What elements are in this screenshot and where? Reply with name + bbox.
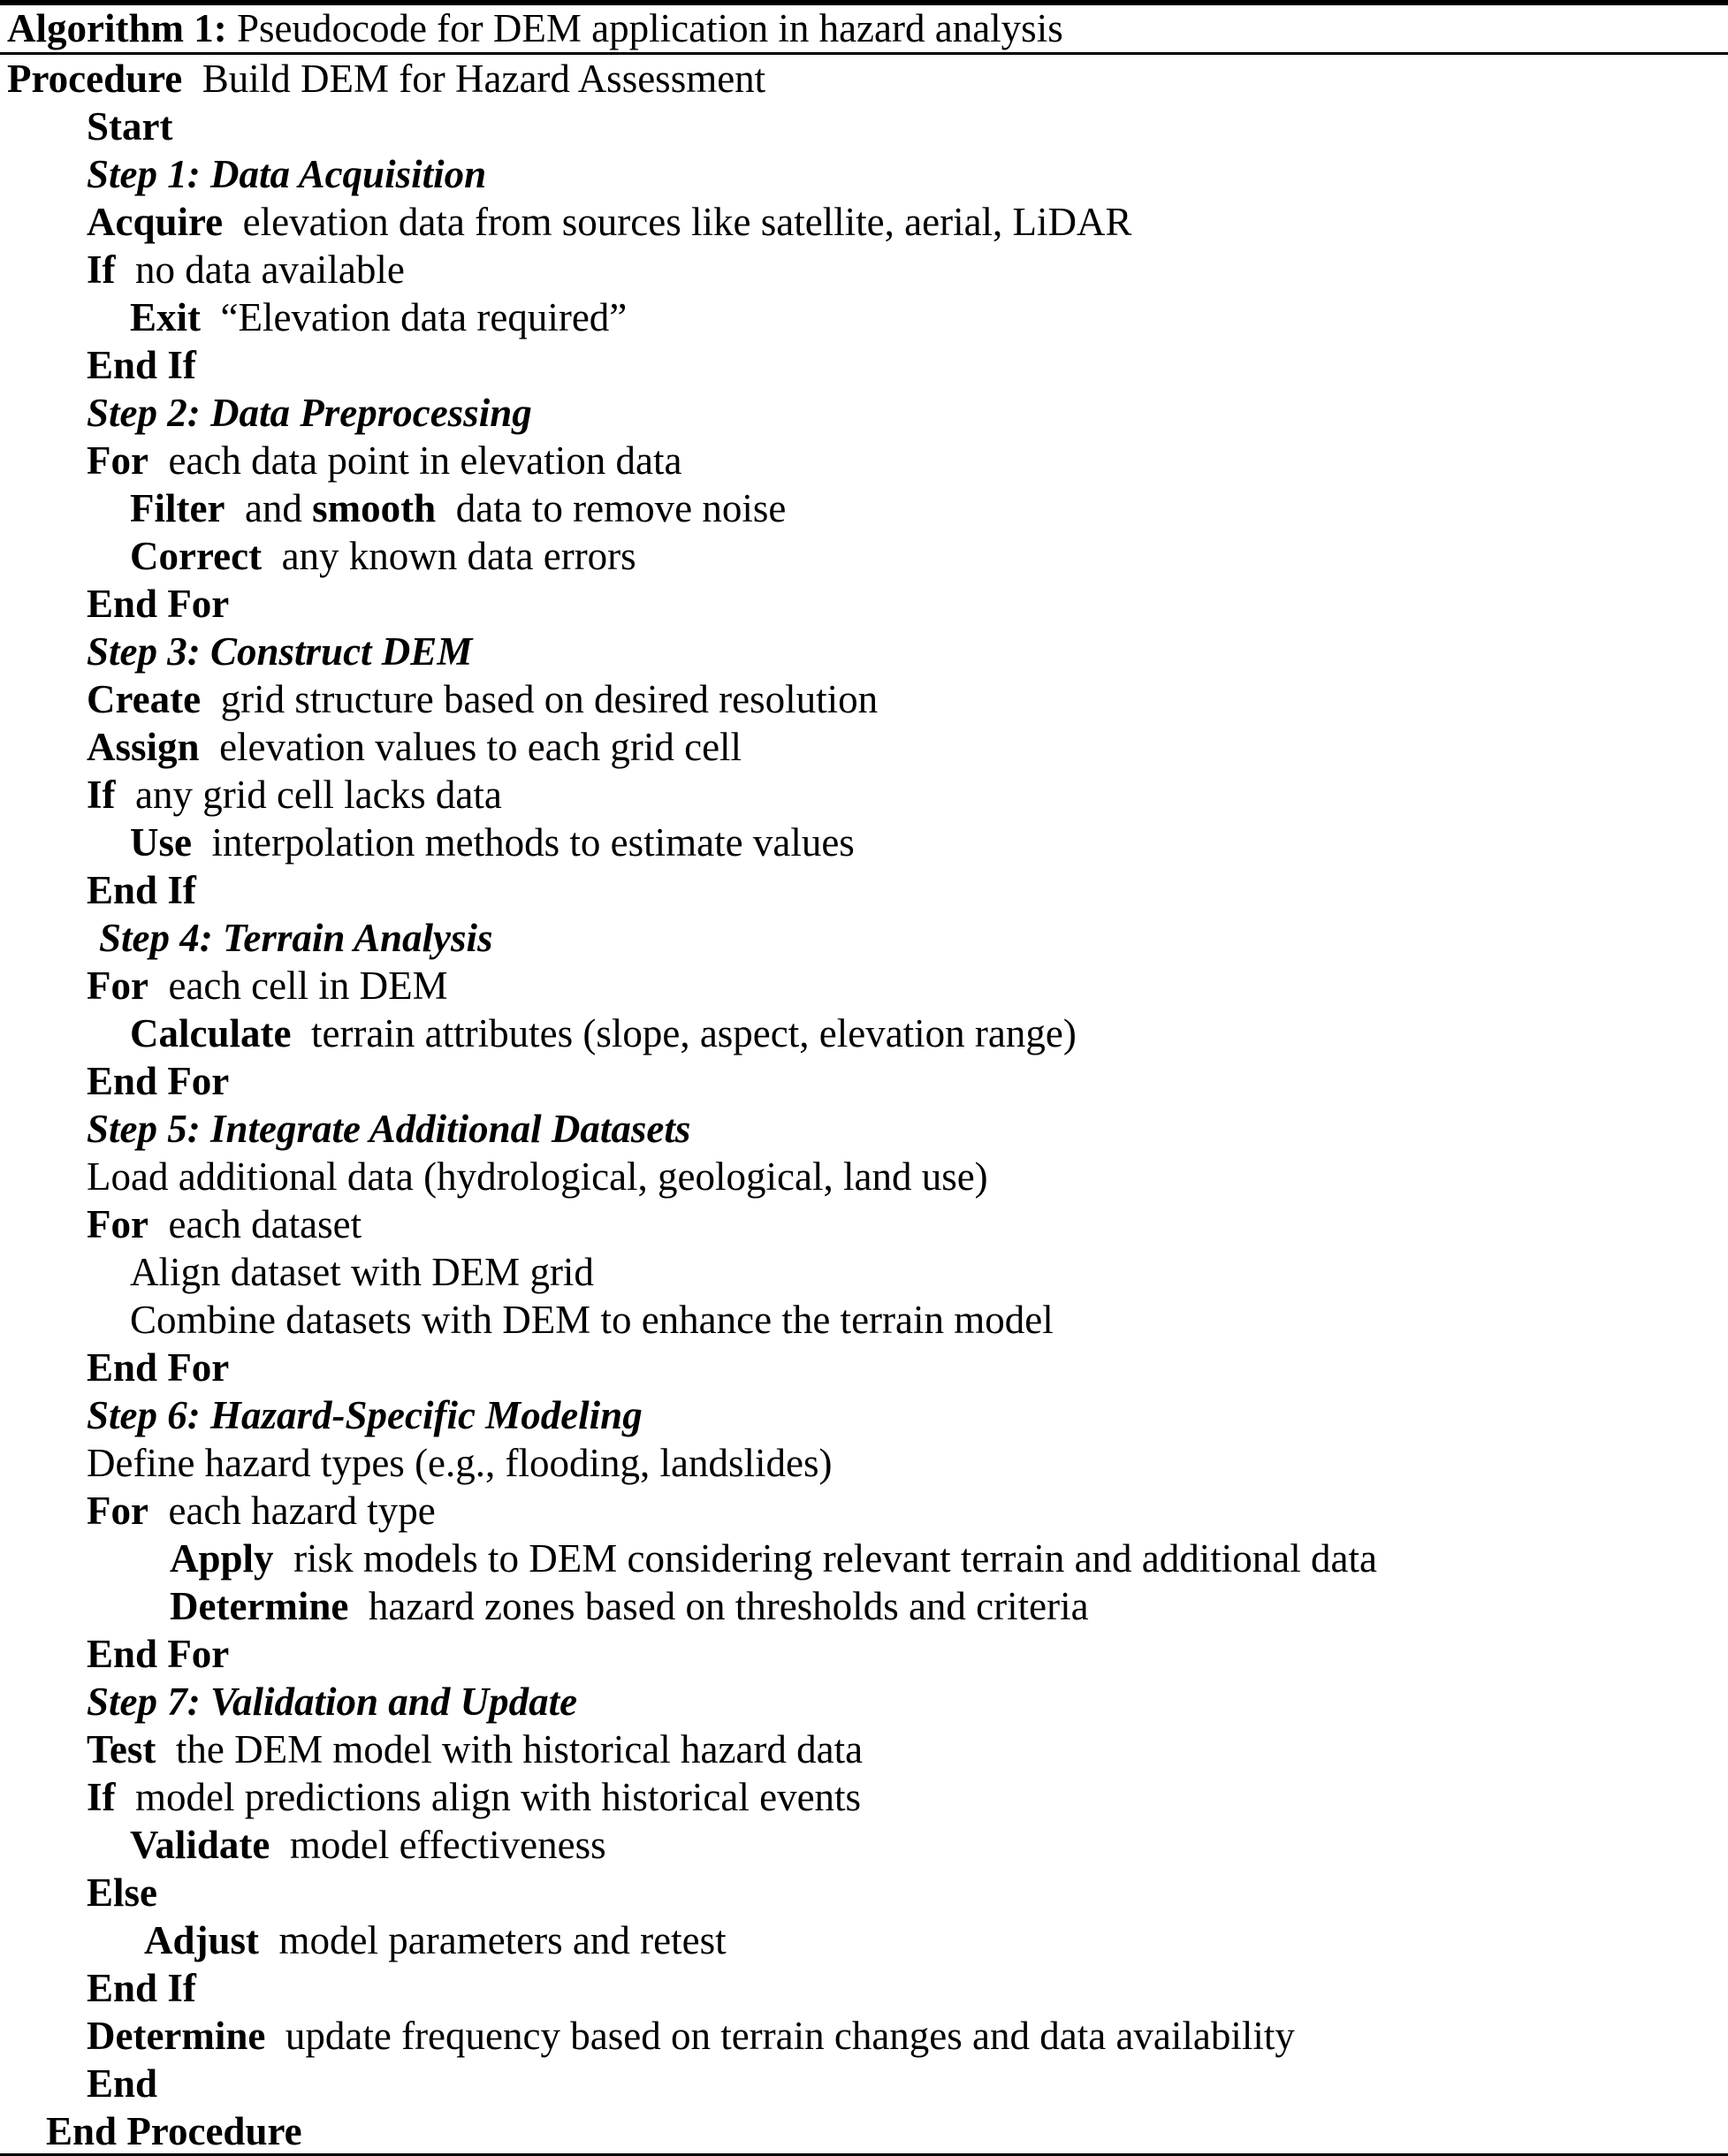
- pseudocode-segment: any grid cell lacks data: [115, 773, 502, 817]
- pseudocode-segment: Determine: [87, 2014, 266, 2058]
- pseudocode-line: [0, 2012, 1728, 2060]
- pseudocode-line: [0, 580, 1728, 628]
- pseudocode-segment: data to remove noise: [436, 486, 787, 530]
- pseudocode-segment: elevation values to each grid cell: [199, 725, 742, 769]
- pseudocode-segment: Start: [87, 104, 173, 149]
- pseudocode-line: [0, 1773, 1728, 1821]
- pseudocode-line: [0, 771, 1728, 819]
- pseudocode-segment: Step 7: Validation and Update: [87, 1680, 578, 1724]
- pseudocode-line: [0, 1630, 1728, 1678]
- pseudocode-line: [0, 389, 1728, 437]
- pseudocode-line: [0, 914, 1728, 962]
- pseudocode-segment: End If: [87, 1966, 196, 2010]
- pseudocode-line: [0, 1296, 1728, 1344]
- pseudocode-line: [0, 1439, 1728, 1487]
- pseudocode-segment: and: [225, 486, 313, 530]
- algorithm-caption-title: Pseudocode for DEM application in hazard analysis: [226, 6, 1063, 50]
- pseudocode-line: [0, 532, 1728, 580]
- pseudocode-line: [0, 293, 1728, 341]
- pseudocode-segment: Step 3: Construct DEM: [87, 629, 473, 674]
- pseudocode-line: [0, 55, 1728, 103]
- pseudocode-segment: Apply: [170, 1536, 274, 1581]
- pseudocode-line: [0, 819, 1728, 866]
- pseudocode-segment: “Elevation data required”: [201, 295, 628, 339]
- pseudocode-segment: Create: [87, 677, 202, 721]
- pseudocode-segment: Use: [130, 820, 192, 865]
- pseudocode-segment: risk models to DEM considering relevant terrain and additional data: [273, 1536, 1377, 1581]
- pseudocode-line: [0, 1057, 1728, 1105]
- pseudocode-line: [0, 723, 1728, 771]
- pseudocode-segment: For: [87, 1202, 148, 1246]
- pseudocode-segment: any known data errors: [262, 534, 636, 578]
- pseudocode-segment: End If: [87, 343, 196, 387]
- pseudocode-segment: Procedure: [7, 57, 183, 101]
- pseudocode-segment: If: [87, 773, 116, 817]
- pseudocode-segment: each dataset: [148, 1202, 362, 1246]
- pseudocode-segment: If: [87, 1775, 116, 1819]
- pseudocode-segment: elevation data from sources like satellite, aerial, LiDAR: [223, 200, 1132, 244]
- pseudocode-line: [0, 437, 1728, 484]
- pseudocode-segment: End For: [87, 582, 230, 626]
- pseudocode-line: [0, 628, 1728, 675]
- pseudocode-line: [0, 2060, 1728, 2107]
- pseudocode-segment: Step 1: Data Acquisition: [87, 152, 487, 196]
- pseudocode-segment: Step 6: Hazard-Specific Modeling: [87, 1393, 643, 1437]
- pseudocode-segment: Step 2: Data Preprocessing: [87, 391, 532, 435]
- pseudocode-segment: model predictions align with historical events: [115, 1775, 862, 1819]
- pseudocode-body: [0, 55, 1728, 2155]
- pseudocode-line: [0, 1248, 1728, 1296]
- pseudocode-segment: Determine: [170, 1584, 349, 1628]
- pseudocode-segment: End For: [87, 1059, 230, 1103]
- pseudocode-segment: Filter: [130, 486, 225, 530]
- pseudocode-segment: Exit: [130, 295, 202, 339]
- pseudocode-line: [0, 1582, 1728, 1630]
- pseudocode-segment: smooth: [312, 486, 437, 530]
- pseudocode-segment: Acquire: [87, 200, 224, 244]
- pseudocode-segment: Build DEM for Hazard Assessment: [182, 57, 766, 101]
- pseudocode-line: [0, 1916, 1728, 1964]
- pseudocode-segment: Validate: [130, 1823, 270, 1867]
- pseudocode-line: [0, 1153, 1728, 1200]
- pseudocode-segment: Step 4: Terrain Analysis: [99, 916, 493, 960]
- pseudocode-segment: hazard zones based on thresholds and criteria: [348, 1584, 1089, 1628]
- pseudocode-segment: Define hazard types (e.g., flooding, landslides): [87, 1441, 833, 1485]
- pseudocode-line: [0, 341, 1728, 389]
- pseudocode-segment: End: [87, 2061, 158, 2106]
- pseudocode-segment: End For: [87, 1632, 230, 1676]
- pseudocode-segment: End Procedure: [46, 2109, 302, 2153]
- pseudocode-line: [0, 1678, 1728, 1726]
- pseudocode-line: [0, 1391, 1728, 1439]
- pseudocode-segment: interpolation methods to estimate values: [191, 820, 855, 865]
- pseudocode-segment: Align dataset with DEM grid: [130, 1250, 594, 1294]
- pseudocode-line: [0, 246, 1728, 293]
- pseudocode-segment: Combine datasets with DEM to enhance the terrain model: [130, 1298, 1054, 1342]
- pseudocode-segment: Correct: [130, 534, 263, 578]
- pseudocode-line: [0, 2107, 1728, 2155]
- pseudocode-line: [0, 962, 1728, 1009]
- pseudocode-line: [0, 866, 1728, 914]
- pseudocode-line: [0, 1964, 1728, 2012]
- pseudocode-line: [0, 1200, 1728, 1248]
- pseudocode-segment: model parameters and retest: [259, 1918, 727, 1962]
- pseudocode-segment: Assign: [87, 725, 200, 769]
- pseudocode-segment: each cell in DEM: [148, 964, 448, 1008]
- pseudocode-line: [0, 150, 1728, 198]
- pseudocode-segment: grid structure based on desired resolution: [201, 677, 879, 721]
- pseudocode-line: [0, 484, 1728, 532]
- pseudocode-segment: Calculate: [130, 1011, 292, 1055]
- pseudocode-segment: model effectiveness: [270, 1823, 606, 1867]
- pseudocode-line: [0, 1535, 1728, 1582]
- pseudocode-line: [0, 1726, 1728, 1773]
- pseudocode-segment: the DEM model with historical hazard data: [156, 1727, 864, 1771]
- pseudocode-segment: For: [87, 438, 148, 483]
- pseudocode-line: [0, 1344, 1728, 1391]
- pseudocode-segment: If: [87, 248, 116, 292]
- pseudocode-line: [0, 1869, 1728, 1916]
- pseudocode-line: [0, 1487, 1728, 1535]
- pseudocode-line: [0, 675, 1728, 723]
- pseudocode-segment: Step 5: Integrate Additional Datasets: [87, 1107, 691, 1151]
- pseudocode-line: [0, 1821, 1728, 1869]
- pseudocode-segment: each hazard type: [148, 1489, 436, 1533]
- pseudocode-segment: each data point in elevation data: [148, 438, 682, 483]
- pseudocode-segment: For: [87, 964, 148, 1008]
- pseudocode-segment: update frequency based on terrain changes and data availability: [265, 2014, 1295, 2058]
- algorithm-caption: [0, 5, 1728, 55]
- pseudocode-segment: Adjust: [144, 1918, 260, 1962]
- pseudocode-segment: For: [87, 1489, 148, 1533]
- pseudocode-line: [0, 198, 1728, 246]
- pseudocode-segment: End If: [87, 868, 196, 912]
- pseudocode-segment: Test: [87, 1727, 156, 1771]
- algorithm-caption-label: Algorithm 1:: [7, 6, 227, 50]
- pseudocode-line: [0, 1009, 1728, 1057]
- pseudocode-segment: Else: [87, 1870, 158, 1915]
- pseudocode-segment: no data available: [115, 248, 405, 292]
- pseudocode-line: [0, 1105, 1728, 1153]
- pseudocode-segment: End For: [87, 1345, 230, 1390]
- pseudocode-line: [0, 103, 1728, 150]
- pseudocode-segment: terrain attributes (slope, aspect, elevation range): [291, 1011, 1077, 1055]
- pseudocode-segment: Load additional data (hydrological, geological, land use): [87, 1154, 988, 1199]
